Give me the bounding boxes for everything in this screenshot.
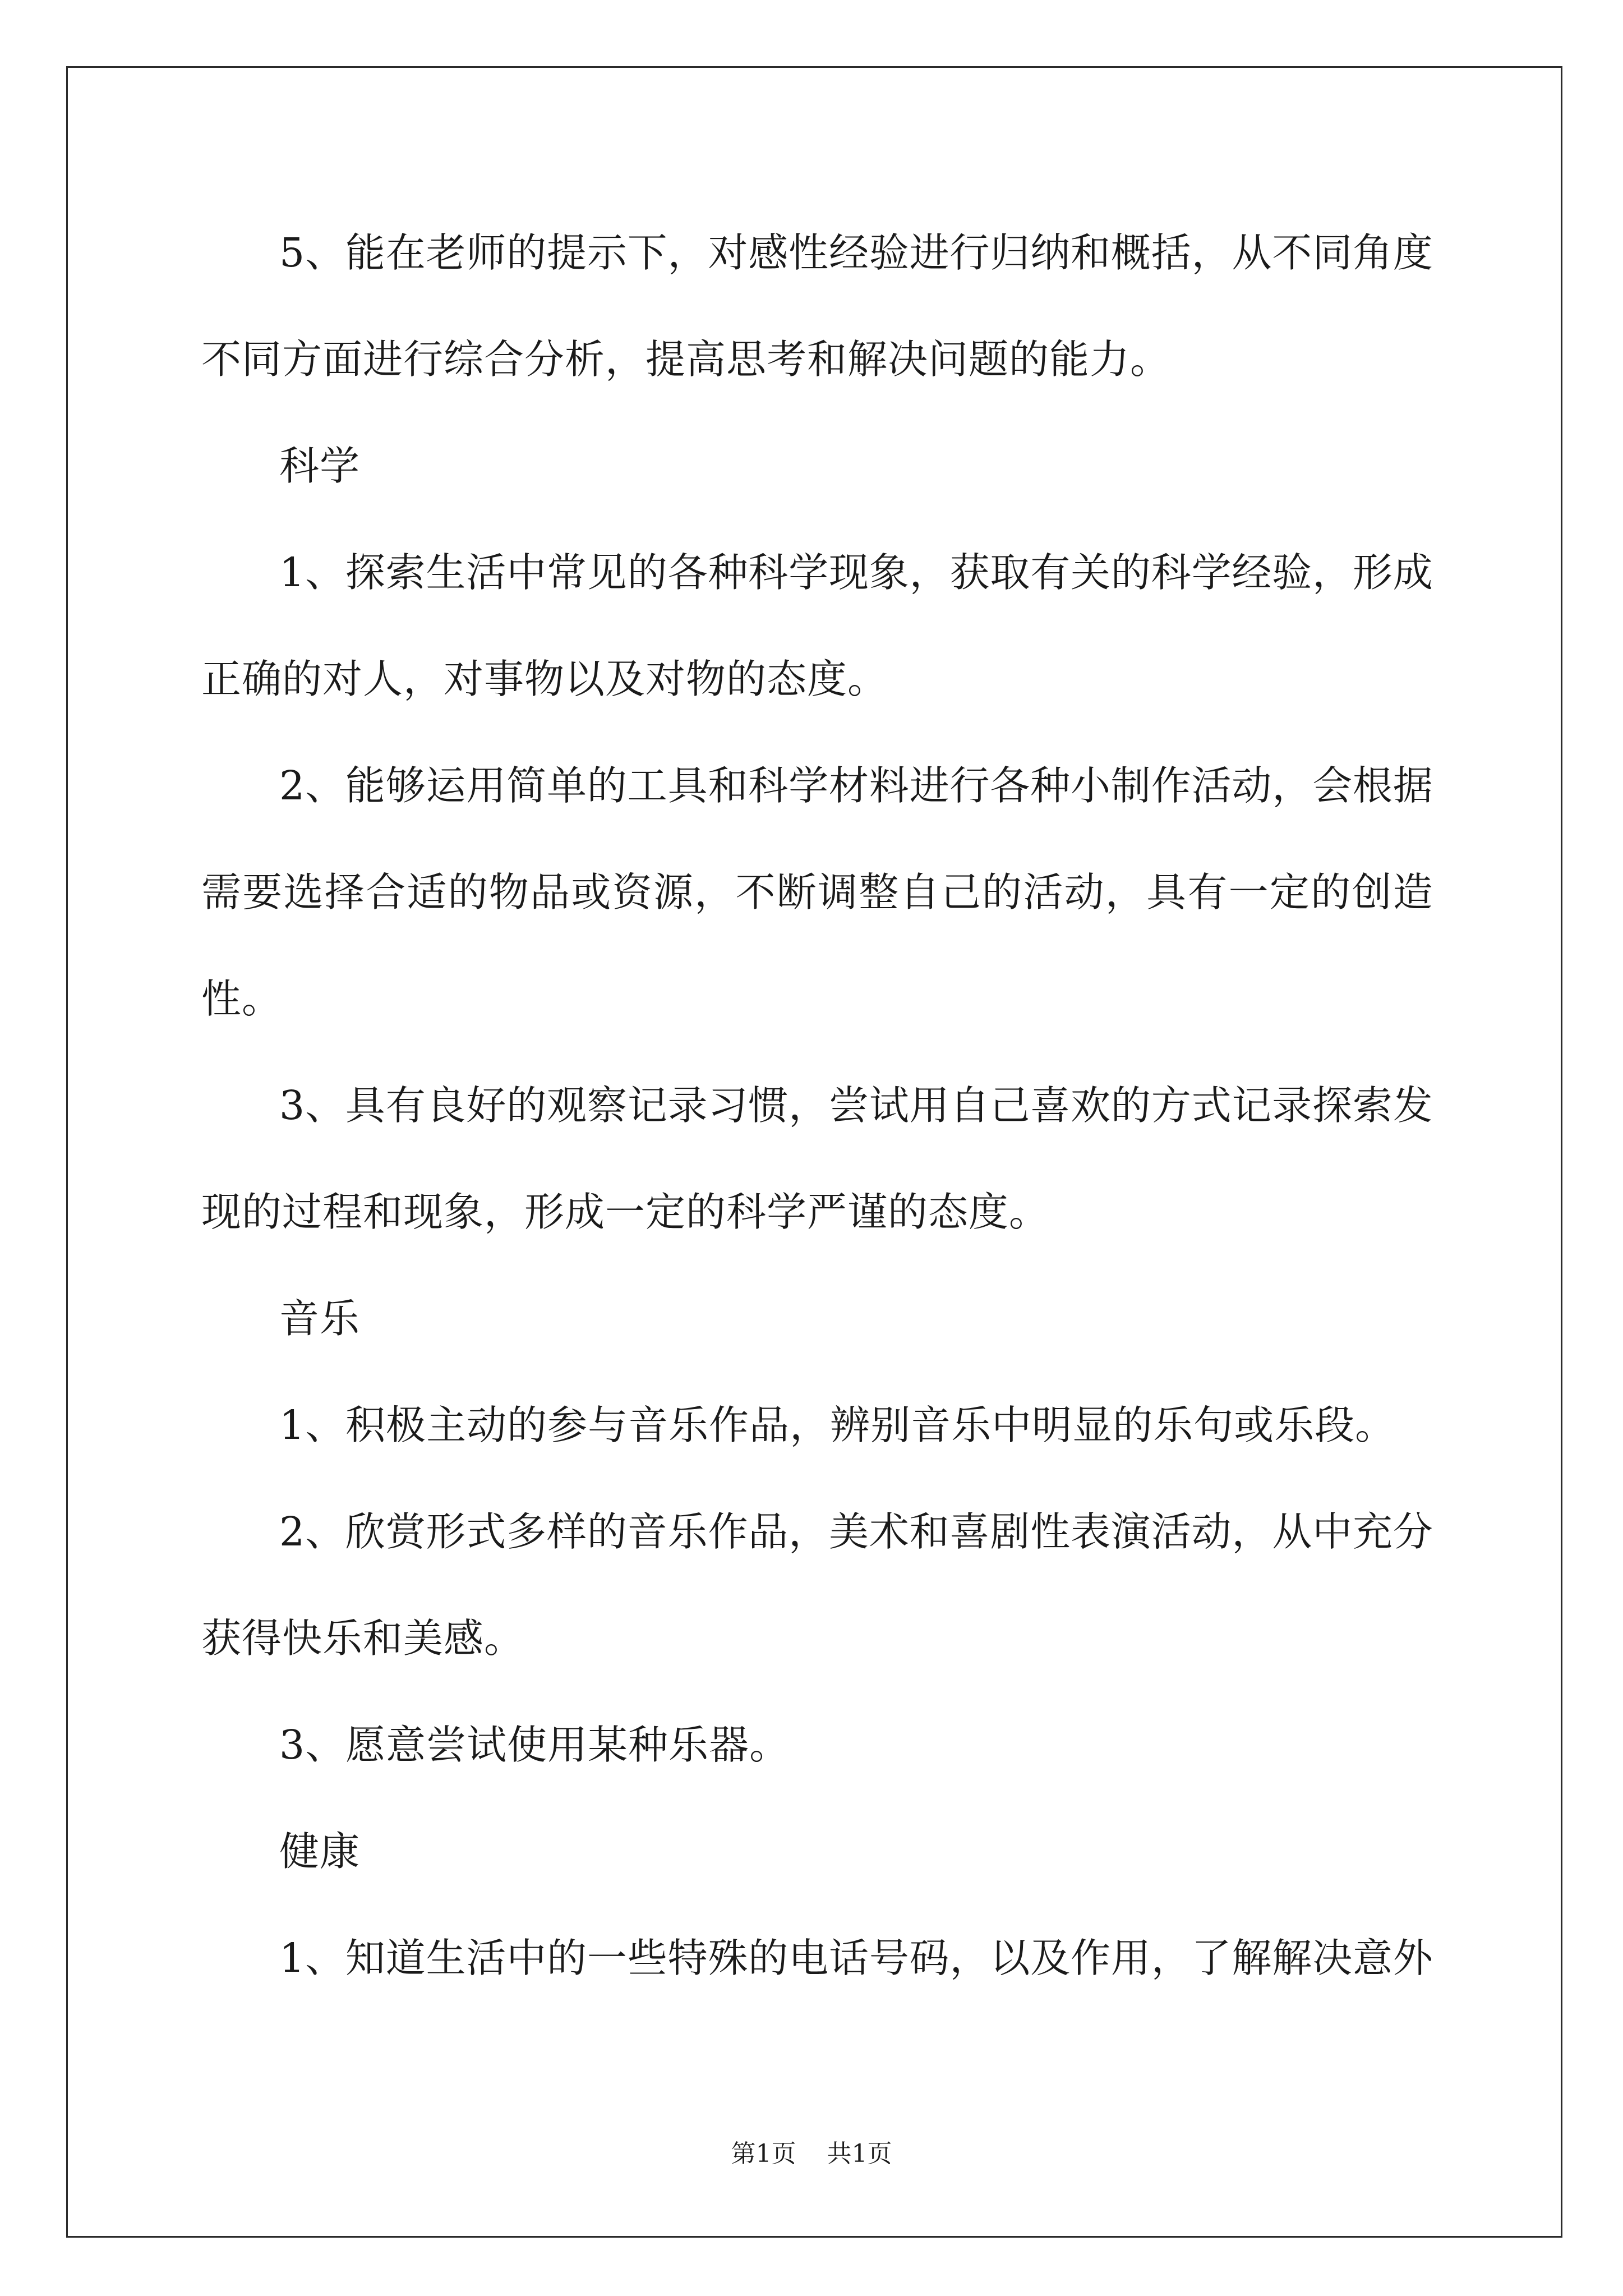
text-line: 2 、 能 够 运 用 简 单 的 工 具 和 科 学 材 料 进 行 各 种 小 制 作 活 动 ， 会 根 据 bbox=[279, 762, 1433, 809]
text-line: 1 、 探 索 生 活 中 常 见 的 各 种 科 学 现 象 ， 获 取 有 关 的 科 学 经 验 ， 形 成 bbox=[279, 549, 1433, 596]
document-body bbox=[201, 200, 1433, 2012]
page-total: 共1页 bbox=[827, 2139, 892, 2168]
text-line: 现的过程和现象，形成一定的科学严谨的态度。 bbox=[201, 1189, 1050, 1235]
text-line: 正确的对人，对事物以及对物的态度。 bbox=[201, 656, 888, 702]
text-line: 健康 bbox=[279, 1828, 361, 1875]
body-paragraph bbox=[201, 200, 1433, 413]
text-line: 2 、 欣 赏 形 式 多 样 的 音 乐 作 品 ， 美 术 和 喜 剧 性 表 演 活 动 ， 从 中 充 分 bbox=[279, 1508, 1433, 1555]
section-heading bbox=[201, 1798, 1433, 1905]
body-paragraph bbox=[201, 1052, 1433, 1266]
body-paragraph bbox=[201, 1372, 1433, 1479]
text-line: 1 、 知 道 生 活 中 的 一 些 特 殊 的 电 话 号 码 ， 以 及 作 用 ， 了 解 解 决 意 外 bbox=[279, 1935, 1433, 1981]
text-line: 5 、 能 在 老 师 的 提 示 下 ， 对 感 性 经 验 进 行 归 纳 和 概 括 ， 从 不 同 角 度 bbox=[279, 229, 1433, 276]
text-line: 获得快乐和美感。 bbox=[201, 1615, 525, 1662]
page-number: 第1页 bbox=[731, 2139, 796, 2168]
text-line: 3、愿意尝试使用某种乐器。 bbox=[279, 1722, 790, 1768]
body-paragraph bbox=[201, 519, 1433, 733]
section-heading bbox=[201, 413, 1433, 519]
section-heading bbox=[201, 1266, 1433, 1372]
text-line: 科学 bbox=[279, 443, 361, 489]
body-paragraph bbox=[201, 1905, 1433, 2012]
body-paragraph bbox=[201, 1479, 1433, 1692]
text-line: 1、积极主动的参与音乐作品，辨别音乐中明显的乐句或乐段。 bbox=[279, 1402, 1396, 1448]
text-line: 需 要 选 择 合 适 的 物 品 或 资 源 ， 不 断 调 整 自 己 的 活 动 ， 具 有 一 定 的 创 造 bbox=[201, 869, 1433, 915]
body-paragraph bbox=[201, 733, 1433, 1052]
text-line: 3 、 具 有 良 好 的 观 察 记 录 习 惯 ， 尝 试 用 自 己 喜 欢 的 方 式 记 录 探 索 发 bbox=[279, 1082, 1433, 1129]
text-line: 音乐 bbox=[279, 1295, 361, 1342]
text-line: 不同方面进行综合分析，提高思考和解决问题的能力。 bbox=[201, 336, 1171, 383]
body-paragraph bbox=[201, 1692, 1433, 1798]
page-footer bbox=[0, 2137, 1623, 2171]
text-line: 性。 bbox=[201, 976, 283, 1022]
